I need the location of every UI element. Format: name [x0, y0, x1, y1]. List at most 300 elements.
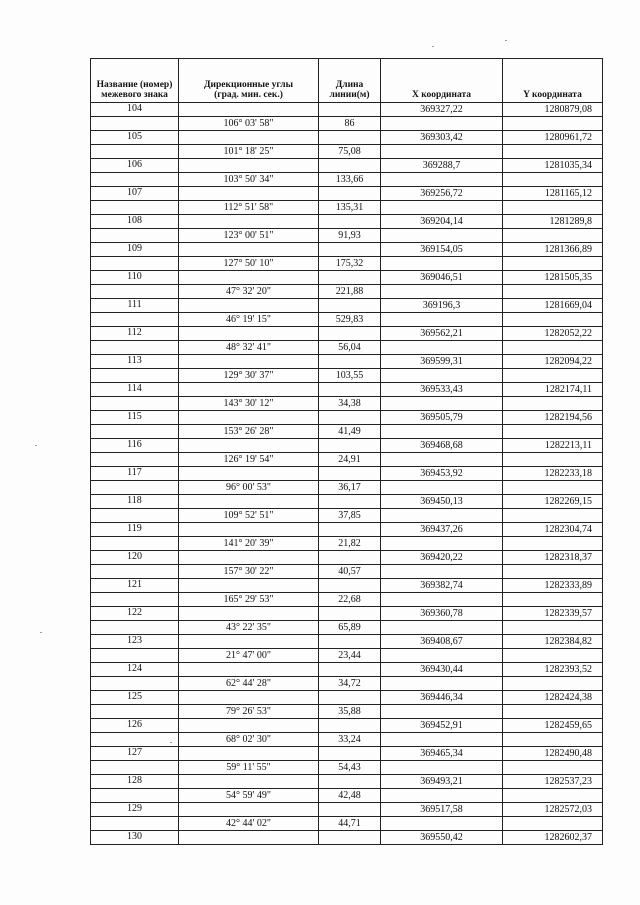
boundary-mark-name: 114 [91, 383, 179, 397]
x-coordinate: 369533,43 [381, 383, 503, 397]
name-cell-empty [91, 341, 179, 355]
y-coordinate: 1282537,23 [503, 775, 603, 789]
x-coordinate: 369493,21 [381, 775, 503, 789]
y-cell-empty [503, 341, 603, 355]
boundary-mark-name: 128 [91, 775, 179, 789]
name-cell-empty [91, 425, 179, 439]
scan-speck [40, 632, 42, 633]
table-row [91, 215, 603, 229]
line-length: 42,48 [319, 789, 381, 803]
directional-angle: 143° 30' 12" [179, 397, 319, 411]
angle-cell-empty [179, 187, 319, 201]
table-row [91, 705, 603, 719]
y-coordinate: 1282424,38 [503, 691, 603, 705]
table-row [91, 117, 603, 131]
table-row [91, 453, 603, 467]
table-row [91, 299, 603, 313]
name-cell-empty [91, 621, 179, 635]
boundary-mark-name: 125 [91, 691, 179, 705]
line-length: 86 [319, 117, 381, 131]
length-cell-empty [319, 327, 381, 341]
name-cell-empty [91, 565, 179, 579]
y-cell-empty [503, 537, 603, 551]
x-cell-empty [381, 397, 503, 411]
angle-cell-empty [179, 607, 319, 621]
length-cell-empty [319, 607, 381, 621]
length-cell-empty [319, 383, 381, 397]
name-cell-empty [91, 593, 179, 607]
name-cell-empty [91, 453, 179, 467]
length-cell-empty [319, 747, 381, 761]
x-cell-empty [381, 425, 503, 439]
table-row [91, 663, 603, 677]
name-cell-empty [91, 481, 179, 495]
y-cell-empty [503, 285, 603, 299]
x-coordinate: 369562,21 [381, 327, 503, 341]
x-coordinate: 369408,67 [381, 635, 503, 649]
x-cell-empty [381, 733, 503, 747]
x-coordinate: 369288,7 [381, 159, 503, 173]
x-coordinate: 369420,22 [381, 551, 503, 565]
name-cell-empty [91, 761, 179, 775]
y-coordinate: 1282393,52 [503, 663, 603, 677]
x-coordinate: 369204,14 [381, 215, 503, 229]
x-coordinate: 369382,74 [381, 579, 503, 593]
angle-cell-empty [179, 411, 319, 425]
boundary-mark-name: 130 [91, 831, 179, 845]
line-length: 175,32 [319, 257, 381, 271]
y-cell-empty [503, 789, 603, 803]
table-row [91, 761, 603, 775]
x-cell-empty [381, 593, 503, 607]
x-cell-empty [381, 285, 503, 299]
directional-angle: 165° 29' 53" [179, 593, 319, 607]
header-length: Длина линии(м) [319, 59, 381, 103]
line-length: 34,38 [319, 397, 381, 411]
directional-angle: 62° 44' 28" [179, 677, 319, 691]
directional-angle: 141° 20' 39" [179, 537, 319, 551]
table-row [91, 775, 603, 789]
y-cell-empty [503, 201, 603, 215]
scan-speck [170, 742, 172, 743]
x-cell-empty [381, 201, 503, 215]
line-length: 91,93 [319, 229, 381, 243]
table-row [91, 131, 603, 145]
name-cell-empty [91, 173, 179, 187]
length-cell-empty [319, 355, 381, 369]
length-cell-empty [319, 103, 381, 117]
x-cell-empty [381, 341, 503, 355]
x-cell-empty [381, 761, 503, 775]
boundary-mark-name: 121 [91, 579, 179, 593]
y-coordinate: 1282194,56 [503, 411, 603, 425]
name-cell-empty [91, 705, 179, 719]
boundary-mark-name: 118 [91, 495, 179, 509]
x-cell-empty [381, 145, 503, 159]
table-row [91, 481, 603, 495]
table-row [91, 593, 603, 607]
x-cell-empty [381, 313, 503, 327]
x-coordinate: 369303,42 [381, 131, 503, 145]
directional-angle: 68° 02' 30" [179, 733, 319, 747]
line-length: 40,57 [319, 565, 381, 579]
boundary-mark-name: 106 [91, 159, 179, 173]
table-row [91, 257, 603, 271]
length-cell-empty [319, 131, 381, 145]
x-coordinate: 369505,79 [381, 411, 503, 425]
name-cell-empty [91, 257, 179, 271]
table-row [91, 579, 603, 593]
name-cell-empty [91, 145, 179, 159]
x-coordinate: 369550,42 [381, 831, 503, 845]
length-cell-empty [319, 243, 381, 257]
boundary-mark-name: 112 [91, 327, 179, 341]
name-cell-empty [91, 313, 179, 327]
table-row [91, 789, 603, 803]
directional-angle: 106° 03' 58" [179, 117, 319, 131]
y-cell-empty [503, 117, 603, 131]
scan-speck [35, 445, 37, 446]
directional-angle: 48° 32' 41" [179, 341, 319, 355]
length-cell-empty [319, 663, 381, 677]
angle-cell-empty [179, 579, 319, 593]
x-coordinate: 369154,05 [381, 243, 503, 257]
y-coordinate: 1282174,11 [503, 383, 603, 397]
length-cell-empty [319, 579, 381, 593]
y-cell-empty [503, 369, 603, 383]
y-coordinate: 1280879,08 [503, 103, 603, 117]
x-cell-empty [381, 481, 503, 495]
table-row [91, 523, 603, 537]
x-cell-empty [381, 453, 503, 467]
name-cell-empty [91, 537, 179, 551]
angle-cell-empty [179, 131, 319, 145]
table-row [91, 327, 603, 341]
table-row [91, 173, 603, 187]
line-length: 529,83 [319, 313, 381, 327]
table-row [91, 817, 603, 831]
line-length: 221,88 [319, 285, 381, 299]
x-coordinate: 369046,51 [381, 271, 503, 285]
angle-cell-empty [179, 355, 319, 369]
line-length: 24,91 [319, 453, 381, 467]
angle-cell-empty [179, 467, 319, 481]
x-cell-empty [381, 229, 503, 243]
header-angles: Дирекционные углы (град. мин. сек.) [179, 59, 319, 103]
y-cell-empty [503, 649, 603, 663]
boundary-mark-name: 104 [91, 103, 179, 117]
angle-cell-empty [179, 103, 319, 117]
angle-cell-empty [179, 215, 319, 229]
y-coordinate: 1281505,35 [503, 271, 603, 285]
boundary-mark-name: 119 [91, 523, 179, 537]
directional-angle: 127° 50' 10" [179, 257, 319, 271]
name-cell-empty [91, 201, 179, 215]
x-coordinate: 369517,58 [381, 803, 503, 817]
table-row [91, 733, 603, 747]
boundary-mark-name: 111 [91, 299, 179, 313]
angle-cell-empty [179, 551, 319, 565]
table-row [91, 607, 603, 621]
boundary-mark-name: 110 [91, 271, 179, 285]
angle-cell-empty [179, 327, 319, 341]
angle-cell-empty [179, 243, 319, 257]
table-row [91, 649, 603, 663]
angle-cell-empty [179, 523, 319, 537]
y-coordinate: 1282333,89 [503, 579, 603, 593]
angle-cell-empty [179, 831, 319, 845]
table-row [91, 747, 603, 761]
directional-angle: 43° 22' 35" [179, 621, 319, 635]
table-body [91, 103, 603, 845]
y-coordinate: 1282602,37 [503, 831, 603, 845]
angle-cell-empty [179, 719, 319, 733]
angle-cell-empty [179, 663, 319, 677]
length-cell-empty [319, 299, 381, 313]
angle-cell-empty [179, 803, 319, 817]
header-y: Y координата [503, 59, 603, 103]
directional-angle: 54° 59' 49" [179, 789, 319, 803]
y-coordinate: 1281669,04 [503, 299, 603, 313]
x-cell-empty [381, 369, 503, 383]
y-cell-empty [503, 817, 603, 831]
y-cell-empty [503, 313, 603, 327]
x-cell-empty [381, 537, 503, 551]
y-cell-empty [503, 733, 603, 747]
name-cell-empty [91, 817, 179, 831]
table-row [91, 103, 603, 117]
boundary-mark-name: 122 [91, 607, 179, 621]
name-cell-empty [91, 789, 179, 803]
y-coordinate: 1280961,72 [503, 131, 603, 145]
line-length: 44,71 [319, 817, 381, 831]
name-cell-empty [91, 397, 179, 411]
boundary-mark-name: 107 [91, 187, 179, 201]
line-length: 22,68 [319, 593, 381, 607]
y-coordinate: 1282490,48 [503, 747, 603, 761]
x-coordinate: 369360,78 [381, 607, 503, 621]
y-coordinate: 1282269,15 [503, 495, 603, 509]
directional-angle: 101° 18' 25" [179, 145, 319, 159]
table-row [91, 621, 603, 635]
header-name: Название (номер) межевого знака [91, 59, 179, 103]
y-coordinate: 1282213,11 [503, 439, 603, 453]
table-row [91, 243, 603, 257]
line-length: 23,44 [319, 649, 381, 663]
angle-cell-empty [179, 691, 319, 705]
y-coordinate: 1282233,18 [503, 467, 603, 481]
boundary-mark-name: 127 [91, 747, 179, 761]
length-cell-empty [319, 439, 381, 453]
directional-angle: 21° 47' 00" [179, 649, 319, 663]
line-length: 34,72 [319, 677, 381, 691]
table-row [91, 355, 603, 369]
directional-angle: 123° 00' 51" [179, 229, 319, 243]
y-coordinate: 1281289,8 [503, 215, 603, 229]
y-cell-empty [503, 509, 603, 523]
length-cell-empty [319, 271, 381, 285]
name-cell-empty [91, 733, 179, 747]
table-row [91, 229, 603, 243]
y-coordinate: 1282339,57 [503, 607, 603, 621]
boundary-mark-name: 108 [91, 215, 179, 229]
x-cell-empty [381, 817, 503, 831]
angle-cell-empty [179, 383, 319, 397]
y-coordinate: 1282572,03 [503, 803, 603, 817]
directional-angle: 126° 19' 54" [179, 453, 319, 467]
y-coordinate: 1282459,65 [503, 719, 603, 733]
x-cell-empty [381, 509, 503, 523]
y-coordinate: 1282304,74 [503, 523, 603, 537]
angle-cell-empty [179, 439, 319, 453]
y-cell-empty [503, 397, 603, 411]
boundary-mark-name: 126 [91, 719, 179, 733]
x-coordinate: 369468,68 [381, 439, 503, 453]
angle-cell-empty [179, 747, 319, 761]
line-length: 35,88 [319, 705, 381, 719]
table-row [91, 285, 603, 299]
header-x: X координата [381, 59, 503, 103]
line-length: 103,55 [319, 369, 381, 383]
y-coordinate: 1281366,89 [503, 243, 603, 257]
x-cell-empty [381, 677, 503, 691]
angle-cell-empty [179, 495, 319, 509]
table-header-row [91, 59, 603, 103]
table-row [91, 201, 603, 215]
directional-angle: 46° 19' 15" [179, 313, 319, 327]
angle-cell-empty [179, 635, 319, 649]
length-cell-empty [319, 187, 381, 201]
y-cell-empty [503, 621, 603, 635]
x-cell-empty [381, 257, 503, 271]
y-cell-empty [503, 705, 603, 719]
length-cell-empty [319, 635, 381, 649]
x-coordinate: 369430,44 [381, 663, 503, 677]
y-cell-empty [503, 481, 603, 495]
line-length: 133,66 [319, 173, 381, 187]
y-cell-empty [503, 229, 603, 243]
table-row [91, 145, 603, 159]
table-row [91, 313, 603, 327]
directional-angle: 79° 26' 53" [179, 705, 319, 719]
y-cell-empty [503, 565, 603, 579]
x-cell-empty [381, 173, 503, 187]
table-row [91, 677, 603, 691]
x-cell-empty [381, 621, 503, 635]
table-row [91, 495, 603, 509]
boundary-mark-name: 109 [91, 243, 179, 257]
table-row [91, 467, 603, 481]
name-cell-empty [91, 509, 179, 523]
x-coordinate: 369327,22 [381, 103, 503, 117]
boundary-mark-name: 115 [91, 411, 179, 425]
length-cell-empty [319, 803, 381, 817]
line-length: 54,43 [319, 761, 381, 775]
x-cell-empty [381, 649, 503, 663]
line-length: 56,04 [319, 341, 381, 355]
line-length: 75,08 [319, 145, 381, 159]
x-coordinate: 369446,34 [381, 691, 503, 705]
table-row [91, 537, 603, 551]
table-row [91, 831, 603, 845]
table-row [91, 691, 603, 705]
line-length: 135,31 [319, 201, 381, 215]
table-row [91, 369, 603, 383]
table-row [91, 397, 603, 411]
table-row [91, 439, 603, 453]
table-row [91, 565, 603, 579]
table-row [91, 425, 603, 439]
x-coordinate: 369196,3 [381, 299, 503, 313]
y-cell-empty [503, 453, 603, 467]
name-cell-empty [91, 369, 179, 383]
boundary-mark-name: 117 [91, 467, 179, 481]
y-coordinate: 1281035,34 [503, 159, 603, 173]
angle-cell-empty [179, 299, 319, 313]
y-cell-empty [503, 145, 603, 159]
table-row [91, 187, 603, 201]
length-cell-empty [319, 691, 381, 705]
x-coordinate: 369437,26 [381, 523, 503, 537]
angle-cell-empty [179, 159, 319, 173]
name-cell-empty [91, 285, 179, 299]
y-cell-empty [503, 677, 603, 691]
line-length: 41,49 [319, 425, 381, 439]
boundary-mark-name: 123 [91, 635, 179, 649]
length-cell-empty [319, 495, 381, 509]
length-cell-empty [319, 523, 381, 537]
y-coordinate: 1282384,82 [503, 635, 603, 649]
length-cell-empty [319, 215, 381, 229]
x-coordinate: 369453,92 [381, 467, 503, 481]
line-length: 37,85 [319, 509, 381, 523]
x-coordinate: 369450,13 [381, 495, 503, 509]
directional-angle: 109° 52' 51" [179, 509, 319, 523]
y-cell-empty [503, 425, 603, 439]
table-row [91, 719, 603, 733]
name-cell-empty [91, 677, 179, 691]
boundary-mark-name: 124 [91, 663, 179, 677]
x-cell-empty [381, 789, 503, 803]
scan-speck [505, 40, 507, 41]
line-length: 65,89 [319, 621, 381, 635]
boundary-coordinates-table [90, 58, 603, 845]
boundary-mark-name: 120 [91, 551, 179, 565]
table-row [91, 383, 603, 397]
table-row [91, 271, 603, 285]
directional-angle: 129° 30' 37" [179, 369, 319, 383]
y-coordinate: 1281165,12 [503, 187, 603, 201]
boundary-mark-name: 129 [91, 803, 179, 817]
table-row [91, 159, 603, 173]
boundary-mark-name: 113 [91, 355, 179, 369]
y-coordinate: 1282094,22 [503, 355, 603, 369]
x-coordinate: 369256,72 [381, 187, 503, 201]
directional-angle: 59° 11' 55" [179, 761, 319, 775]
table-row [91, 551, 603, 565]
directional-angle: 153° 26' 28" [179, 425, 319, 439]
y-cell-empty [503, 257, 603, 271]
angle-cell-empty [179, 271, 319, 285]
length-cell-empty [319, 551, 381, 565]
name-cell-empty [91, 649, 179, 663]
length-cell-empty [319, 159, 381, 173]
boundary-mark-name: 105 [91, 131, 179, 145]
name-cell-empty [91, 229, 179, 243]
angle-cell-empty [179, 775, 319, 789]
directional-angle: 47° 32' 20" [179, 285, 319, 299]
y-coordinate: 1282052,22 [503, 327, 603, 341]
